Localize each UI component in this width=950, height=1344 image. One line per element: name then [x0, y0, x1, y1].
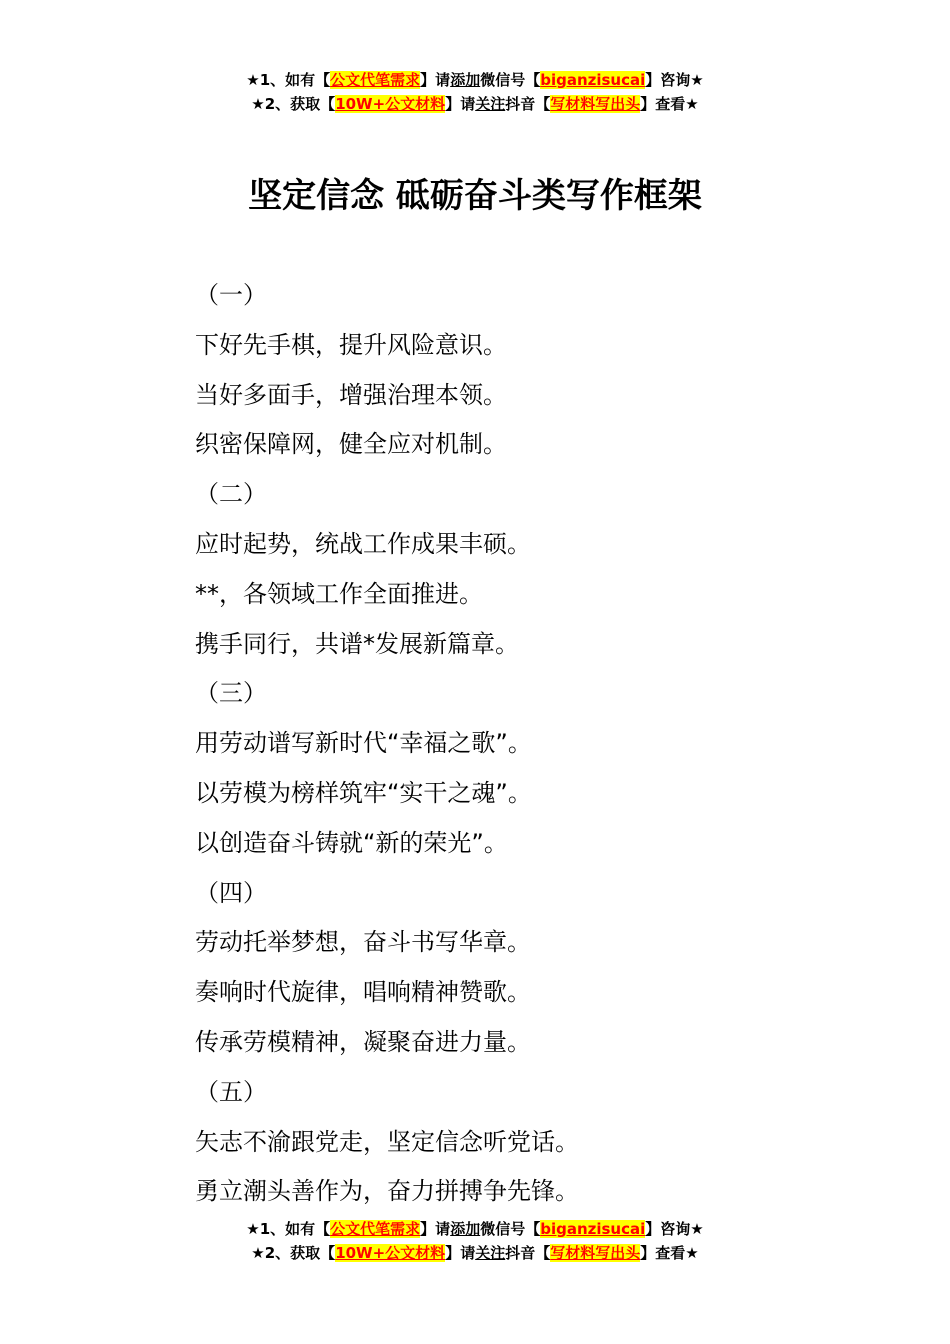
footer-banner [0, 1217, 950, 1265]
banner-line-1 [0, 1217, 950, 1241]
highlight-service: 公文代笔需求 [330, 71, 421, 89]
body-line: 当好多面手，增强治理本领。 [195, 380, 507, 409]
highlight-wechat-id: biganzisucai [540, 71, 646, 89]
body-line: 织密保障网，健全应对机制。 [195, 430, 507, 459]
highlight-materials: 10W+公文材料 [335, 1244, 446, 1262]
banner-text: 】查看★ [640, 1244, 699, 1262]
banner-text: 抖音【 [505, 1244, 551, 1262]
banner-text: 】请 [420, 1220, 451, 1238]
document-body [195, 271, 875, 1217]
banner-line-2 [0, 1241, 950, 1265]
body-line: 传承劳模精神，凝聚奋进力量。 [195, 1027, 531, 1056]
banner-text: 】咨询★ [645, 1220, 704, 1238]
banner-line-2 [0, 92, 950, 116]
body-line: 以劳模为榜样筑牢“实干之魂”。 [195, 778, 532, 807]
banner-text: 】咨询★ [645, 71, 704, 89]
body-line: 用劳动谱写新时代“幸福之歌”。 [195, 729, 532, 758]
banner-text: 】请 [420, 71, 451, 89]
body-line: 应时起势，统战工作成果丰硕。 [195, 529, 531, 558]
highlight-douyin-account: 写材料写出头 [550, 1244, 641, 1262]
banner-text: 】请 [445, 1244, 476, 1262]
highlight-materials: 10W+公文材料 [335, 95, 446, 113]
banner-text: ★2、获取【 [251, 1244, 336, 1262]
banner-line-1 [0, 68, 950, 92]
highlight-wechat-id: biganzisucai [540, 1220, 646, 1238]
banner-emphasis: 添加 [450, 71, 481, 89]
banner-text: 】查看★ [640, 95, 699, 113]
banner-text: ★2、获取【 [251, 95, 336, 113]
banner-emphasis: 添加 [450, 1220, 481, 1238]
body-line: 携手同行，共谱*发展新篇章。 [195, 629, 519, 658]
banner-text: ★1、如有【 [246, 1220, 331, 1238]
section-heading: （二） [195, 480, 267, 509]
banner-emphasis: 关注 [475, 1244, 506, 1262]
banner-emphasis: 关注 [475, 95, 506, 113]
banner-text: 微信号【 [480, 1220, 541, 1238]
banner-text: ★1、如有【 [246, 71, 331, 89]
body-line: 矢志不渝跟党走，坚定信念听党话。 [195, 1127, 579, 1156]
body-line: 奏响时代旋律，唱响精神赞歌。 [195, 978, 531, 1007]
section-heading: （一） [195, 281, 267, 309]
header-banner [0, 68, 950, 116]
body-line: **，各领域工作全面推进。 [195, 579, 483, 608]
body-line: 下好先手棋，提升风险意识。 [195, 330, 507, 359]
banner-text: 微信号【 [480, 71, 541, 89]
highlight-douyin-account: 写材料写出头 [550, 95, 641, 113]
body-line: 劳动托举梦想，奋斗书写华章。 [195, 928, 531, 957]
section-heading: （三） [195, 679, 267, 708]
section-heading: （四） [195, 878, 267, 907]
document-title: 坚定信念 砥砺奋斗类写作框架 [248, 176, 702, 216]
section-heading: （五） [195, 1077, 267, 1106]
body-line: 以创造奋斗铸就“新的荣光”。 [195, 828, 508, 857]
banner-text: 抖音【 [505, 95, 551, 113]
highlight-service: 公文代笔需求 [330, 1220, 421, 1238]
banner-text: 】请 [445, 95, 476, 113]
body-line: 勇立潮头善作为，奋力拼搏争先锋。 [195, 1177, 579, 1206]
